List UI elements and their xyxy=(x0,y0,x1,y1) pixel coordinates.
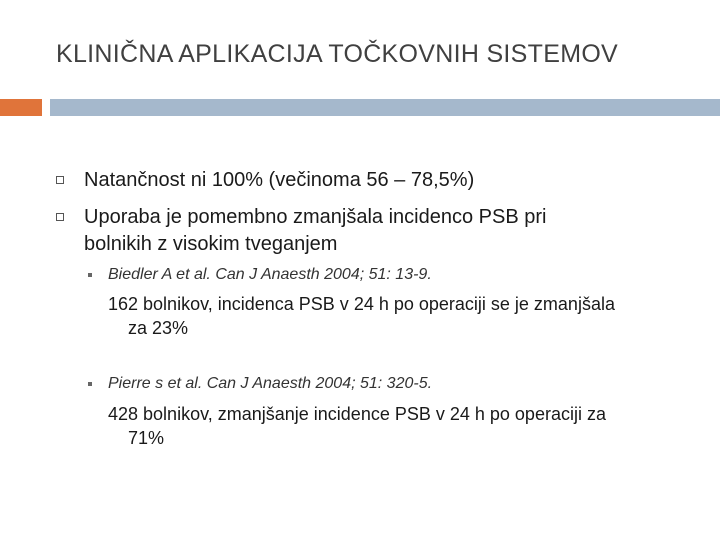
citation-text: Biedler A et al. Can J Anaesth 2004; 51: 13-9. xyxy=(108,266,432,283)
detail-line: 162 bolnikov, incidenca PSB v 24 h po operaciji se je zmanjšala xyxy=(108,294,615,314)
hollow-square-bullet-icon xyxy=(56,213,64,221)
square-bullet-icon xyxy=(88,273,92,277)
citation-text: Pierre s et al. Can J Anaesth 2004; 51: 320-5. xyxy=(108,375,433,392)
detail-line: za 23% xyxy=(128,318,189,338)
square-bullet-icon xyxy=(88,382,92,386)
slide-title: KLINIČNA APLIKACIJA TOČKOVNIH SISTEMOV xyxy=(56,40,619,68)
study-detail xyxy=(108,402,688,450)
study-detail xyxy=(108,292,688,340)
bullet-text: Natančnost ni 100% (večinoma 56 – 78,5%) xyxy=(84,169,475,191)
hollow-square-bullet-icon xyxy=(56,176,64,184)
detail-line: 71% xyxy=(128,428,165,448)
detail-line: 428 bolnikov, zmanjšanje incidence PSB v 24 h po operaciji za xyxy=(108,404,606,424)
bullet-text-line: Uporaba je pomembno zmanjšala incidenco PSB pri xyxy=(84,206,547,228)
bullet-text xyxy=(84,204,684,258)
bullet-text-line: bolnikih z visokim tveganjem xyxy=(84,233,338,255)
